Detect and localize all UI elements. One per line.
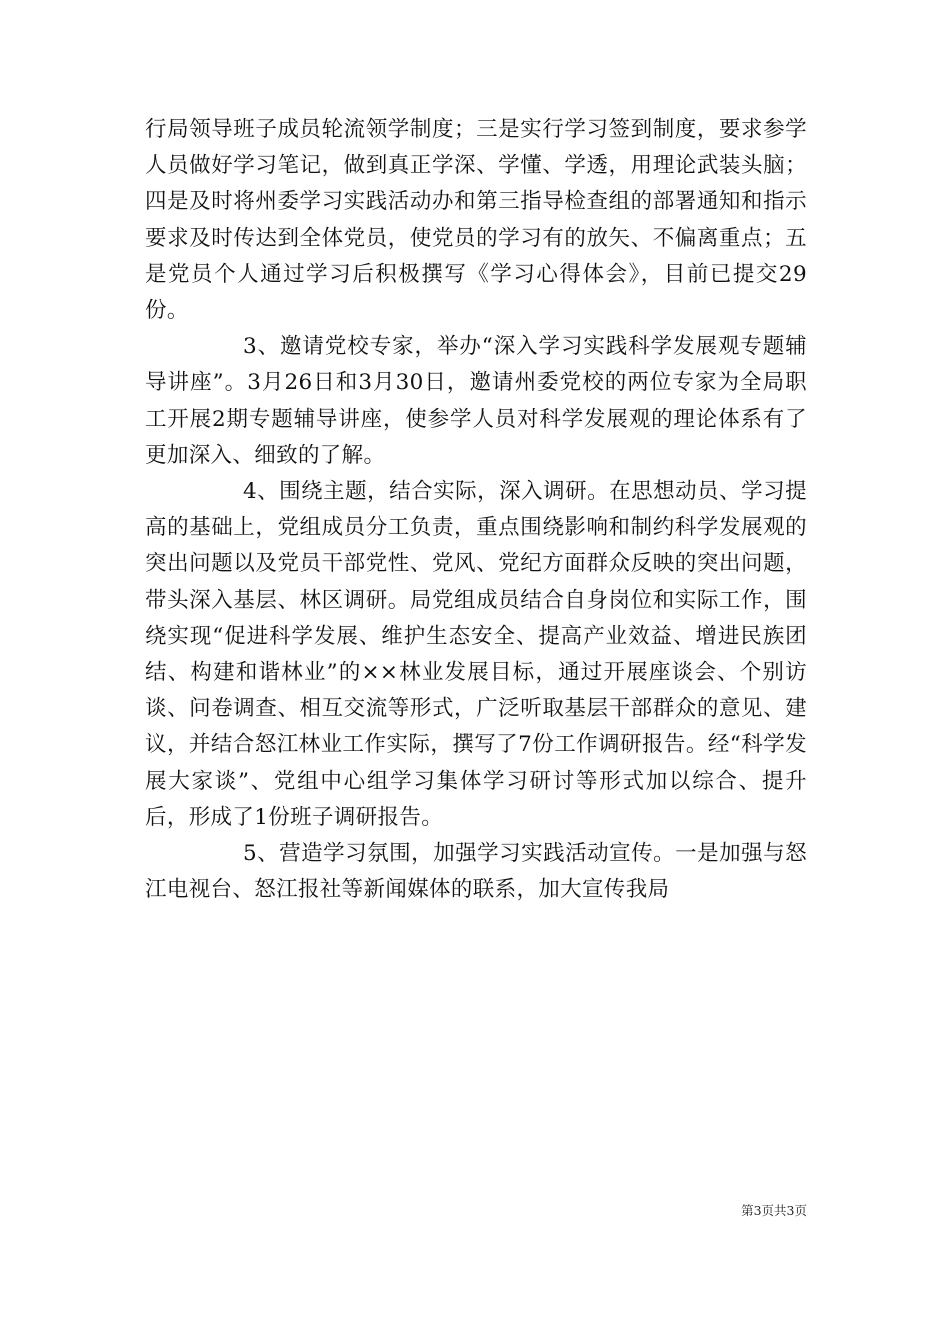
paragraph-continued: 行局领导班子成员轮流领学制度；三是实行学习签到制度，要求参学人员做好学习笔记，做到真正学深、学懂、学透，用理论武装头脑；四是及时将州委学习实践活动办和第三指导检查组的部署通知和指示要求及时传达到全体党员，使党员的学习有的放矢、不偏离重点；五是党员个人通过学习后积极撰写《学习心得体会》，目前已提交29份。 (145, 117, 807, 324)
paragraph-item-5: 5、营造学习氛围，加强学习实践活动宣传。一是加强与怒江电视台、怒江报社等新闻媒体的联系，加大宣传我局 (145, 841, 807, 903)
paragraph-item-3: 3、邀请党校专家，举办“深入学习实践科学发展观专题辅导讲座”。3月26日和3月30日，邀请州委党校的两位专家为全局职工开展2期专题辅导讲座，使参学人员对科学发展观的理论体系有了更加深入、细致的了解。 (145, 334, 807, 468)
paragraph-item-4: 4、围绕主题，结合实际，深入调研。在思想动员、学习提高的基础上，党组成员分工负责，重点围绕影响和制约科学发展观的突出问题以及党员干部党性、党风、党纪方面群众反映的突出问题，带头深入基层、林区调研。局党组成员结合自身岗位和实际工作，围绕实现“促进科学发展、维护生态安全、提高产业效益、增进民族团结、构建和谐林业”的××林业发展目标，通过开展座谈会、个别访谈、问卷调查、相互交流等形式，广泛听取基层干部群众的意见、建议，并结合怒江林业工作实际，撰写了7份工作调研报告。经“科学发展大家谈”、党组中心组学习集体学习研讨等形式加以综合、提升后，形成了1份班子调研报告。 (145, 479, 807, 830)
page-number-footer: 第3页共3页 (741, 1203, 807, 1218)
document-body (145, 112, 807, 908)
